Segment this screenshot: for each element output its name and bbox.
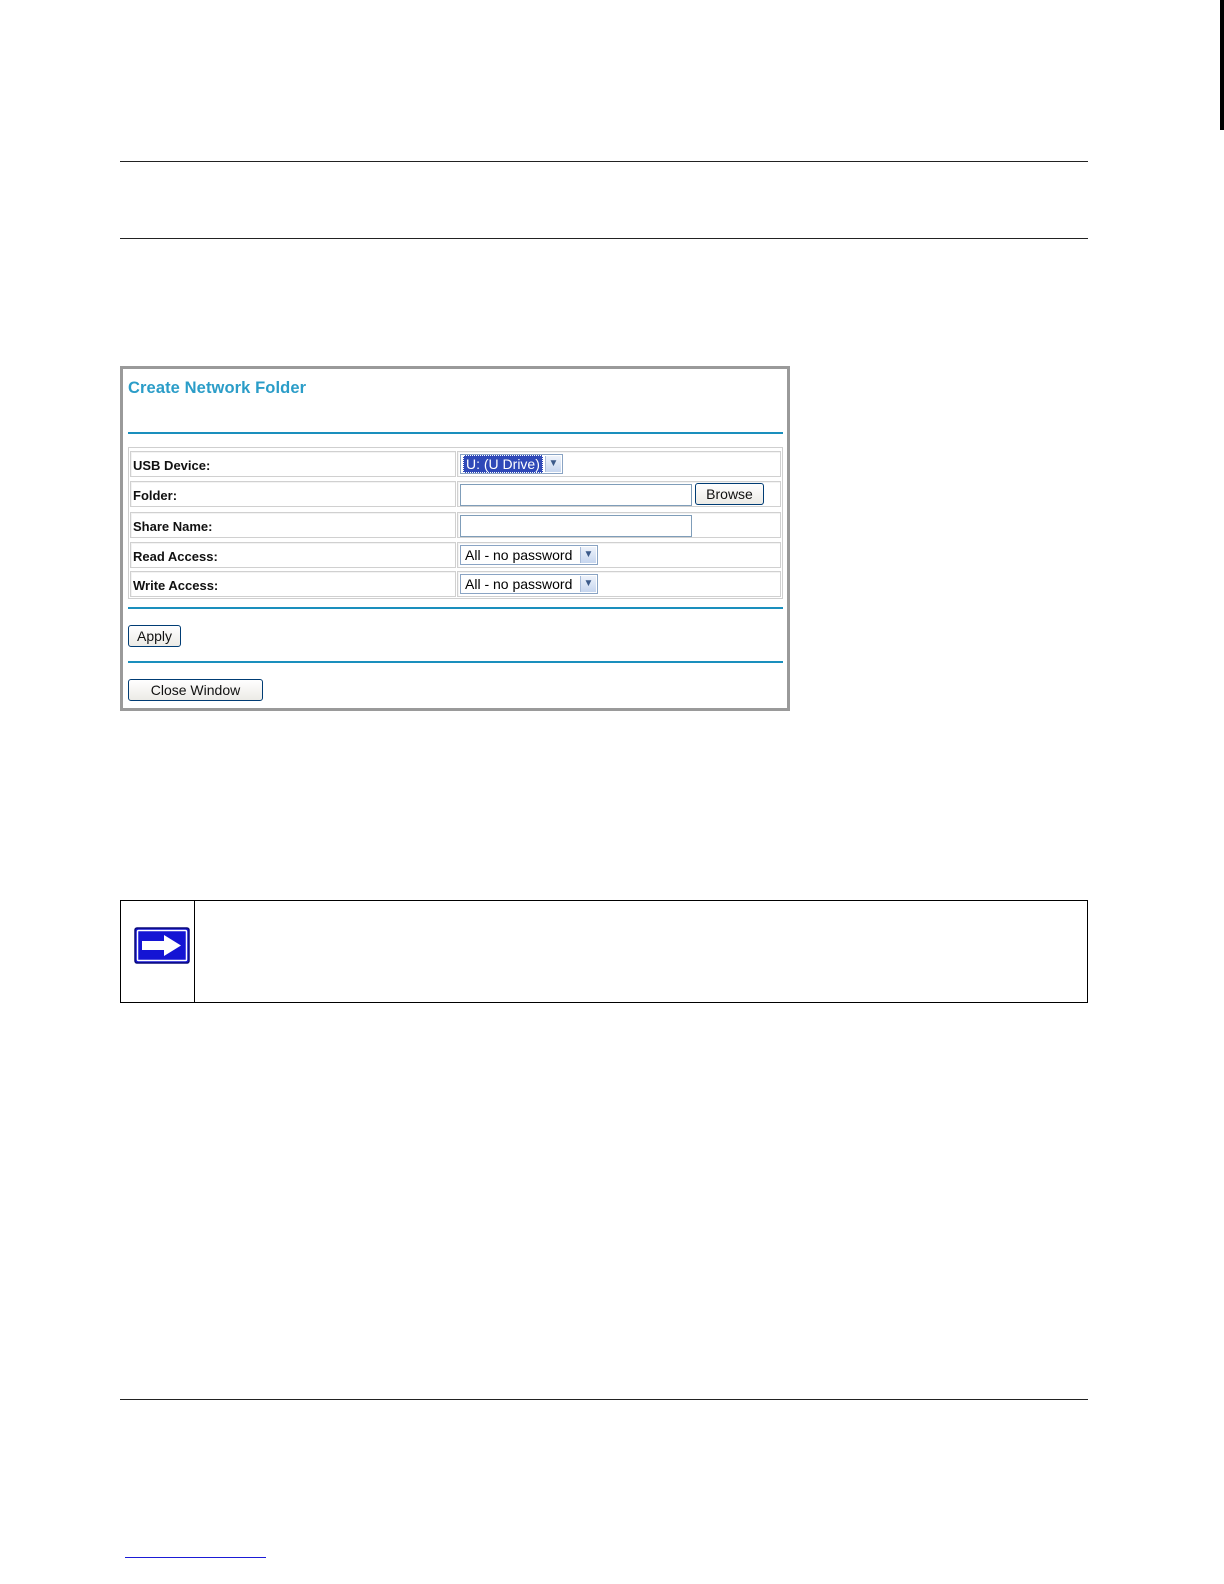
chevron-down-icon[interactable]: ▼ — [580, 547, 596, 563]
read-access-selected-value: All - no password — [465, 547, 573, 563]
folder-settings-table — [128, 447, 783, 599]
share-name-label: Share Name: — [133, 519, 213, 534]
chevron-down-icon[interactable]: ▼ — [580, 576, 596, 592]
folder-label-cell — [130, 481, 456, 507]
title-separator — [128, 432, 783, 434]
share-name-value-cell — [457, 512, 781, 538]
read-access-label: Read Access: — [133, 549, 218, 564]
close-window-button[interactable]: Close Window — [128, 679, 263, 701]
apply-separator — [128, 661, 783, 663]
write-access-selected-value: All - no password — [465, 576, 573, 592]
chevron-down-icon[interactable]: ▼ — [545, 456, 561, 472]
apply-button[interactable]: Apply — [128, 625, 181, 647]
read-access-label-cell — [130, 542, 456, 568]
header-rule-bottom — [120, 238, 1088, 239]
read-access-value-cell — [457, 542, 781, 568]
page-edge-mark — [1220, 0, 1224, 130]
usb-device-select[interactable] — [460, 454, 563, 474]
folder-label: Folder: — [133, 488, 178, 503]
footer-link-underline[interactable] — [125, 1557, 266, 1558]
share-name-input[interactable] — [460, 515, 692, 537]
note-divider — [194, 901, 195, 1002]
dialog-title: Create Network Folder — [128, 379, 307, 397]
write-access-select[interactable] — [460, 574, 598, 594]
write-access-label: Write Access: — [133, 578, 219, 593]
usb-device-label: USB Device: — [133, 458, 211, 473]
row-write-access — [129, 570, 782, 598]
share-name-label-cell — [130, 512, 456, 538]
folder-input[interactable] — [460, 484, 692, 506]
footer-rule — [120, 1399, 1088, 1400]
row-share-name — [129, 511, 782, 539]
create-network-folder-window — [120, 366, 790, 711]
row-usb-device — [129, 450, 782, 478]
note-box — [120, 900, 1088, 1003]
folder-value-cell — [457, 481, 781, 507]
browse-button[interactable]: Browse — [695, 483, 764, 505]
form-separator — [128, 607, 783, 609]
read-access-select[interactable] — [460, 545, 598, 565]
usb-device-selected-value: U: (U Drive) — [463, 455, 543, 473]
usb-device-value-cell — [457, 451, 781, 477]
write-access-label-cell — [130, 571, 456, 597]
row-folder — [129, 480, 782, 508]
row-read-access — [129, 541, 782, 569]
write-access-value-cell — [457, 571, 781, 597]
arrow-right-icon — [134, 927, 190, 964]
usb-device-label-cell — [130, 451, 456, 477]
header-rule-top — [120, 161, 1088, 162]
